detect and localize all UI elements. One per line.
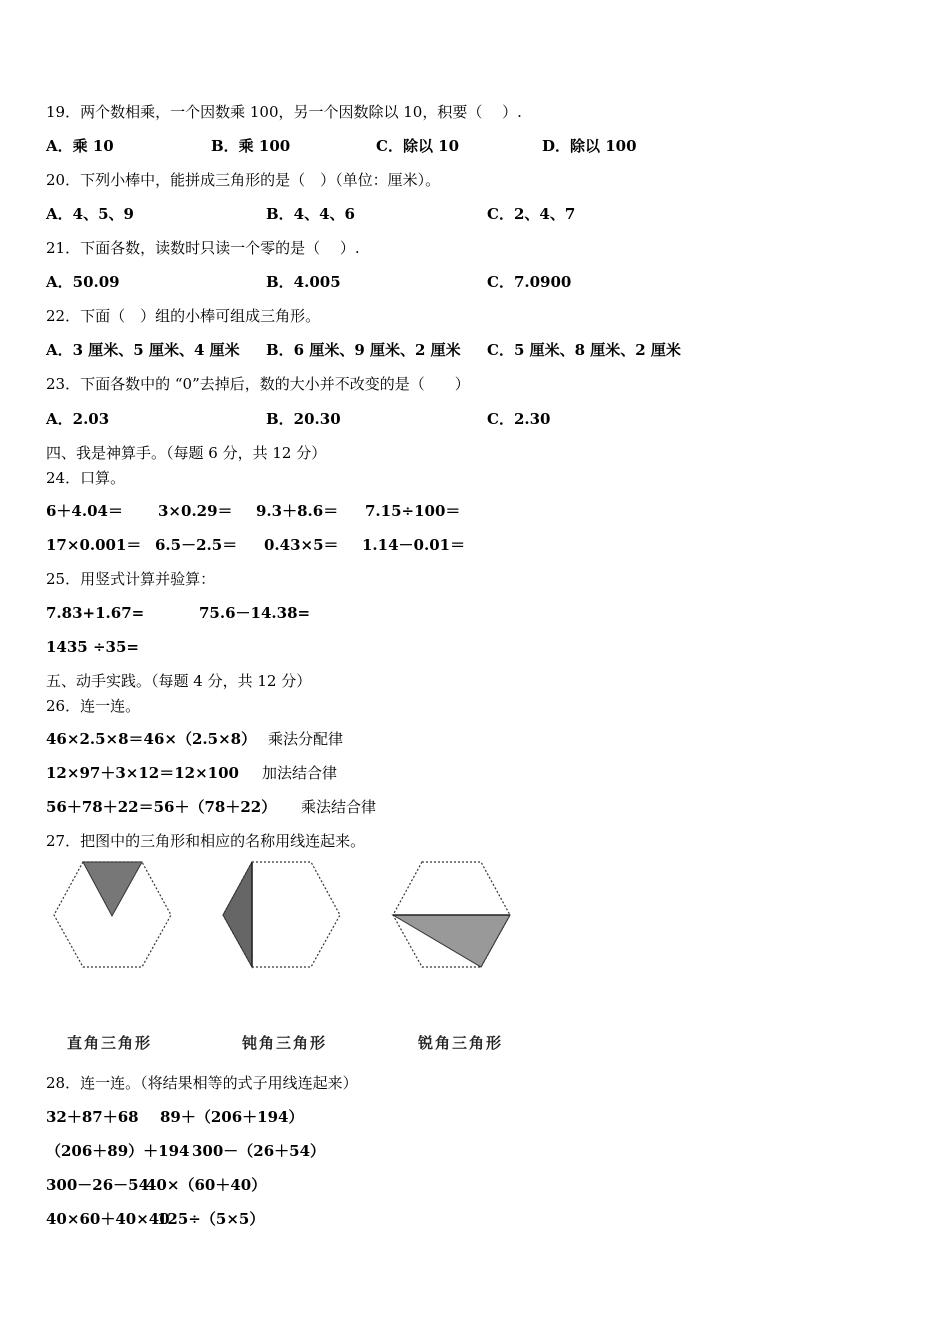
question-23-stem: 23．下面各数中的 “0”去掉后，数的大小并不改变的是（ ） (46, 375, 470, 393)
question-22-stem: 22．下面（ ）组的小棒可组成三角形。 (46, 307, 321, 325)
q20-option-a[interactable]: A．4、5、9 (46, 205, 134, 223)
q24-expr: 6＋4.04＝ (46, 502, 123, 520)
q26-right-law[interactable]: 乘法结合律 (301, 798, 377, 816)
question-28-stem: 28．连一连。（将结果相等的式子用线连起来） (46, 1074, 358, 1092)
label-right-triangle[interactable]: 直角三角形 (67, 1034, 153, 1052)
q19-option-d[interactable]: D．除以 100 (542, 137, 637, 155)
q20-option-b[interactable]: B．4、4、6 (266, 205, 355, 223)
question-21-stem: 21．下面各数，读数时只读一个零的是（ ）. (46, 239, 360, 257)
section-5-title: 五、动手实践。（每题 4 分，共 12 分） (46, 672, 312, 690)
q28-left-expr[interactable]: 300－26－54 (46, 1176, 150, 1194)
hexagon-figure-3 (389, 858, 515, 972)
q22-option-b[interactable]: B．6 厘米、9 厘米、2 厘米 (266, 341, 461, 359)
q25-expr: 1435 ÷35= (46, 638, 139, 656)
q25-expr: 75.6－14.38= (199, 604, 311, 622)
q19-option-a[interactable]: A．乘 10 (46, 137, 114, 155)
q24-expr: 7.15÷100＝ (365, 502, 461, 520)
q24-expr: 6.5－2.5＝ (155, 536, 238, 554)
q24-expr: 0.43×5＝ (264, 536, 339, 554)
question-27-stem: 27．把图中的三角形和相应的名称用线连起来。 (46, 832, 366, 850)
q21-option-b[interactable]: B．4.005 (266, 273, 341, 291)
q28-left-expr[interactable]: （206＋89）＋194 (46, 1142, 190, 1160)
question-19-stem: 19．两个数相乘，一个因数乘 100，另一个因数除以 10，积要（ ）. (46, 103, 522, 121)
q19-option-c[interactable]: C．除以 10 (376, 137, 460, 155)
label-obtuse-triangle[interactable]: 钝角三角形 (242, 1034, 328, 1052)
q26-left-expr[interactable]: 46×2.5×8＝46×（2.5×8） (46, 730, 257, 748)
q21-option-a[interactable]: A．50.09 (46, 273, 120, 291)
q22-option-a[interactable]: A．3 厘米、5 厘米、4 厘米 (46, 341, 240, 359)
q28-right-expr[interactable]: 125÷（5×5） (157, 1210, 265, 1228)
q23-option-a[interactable]: A．2.03 (46, 410, 110, 428)
q23-option-c[interactable]: C．2.30 (487, 410, 551, 428)
label-acute-triangle[interactable]: 锐角三角形 (418, 1034, 504, 1052)
hexagon-figure-2 (219, 858, 345, 972)
q26-left-expr[interactable]: 56＋78＋22＝56＋（78＋22） (46, 798, 277, 816)
q28-left-expr[interactable]: 32＋87＋68 (46, 1108, 139, 1126)
question-25-stem: 25．用竖式计算并验算： (46, 570, 216, 588)
q19-option-b[interactable]: B．乘 100 (211, 137, 291, 155)
section-4-title: 四、我是神算手。（每题 6 分，共 12 分） (46, 444, 327, 462)
q28-right-expr[interactable]: 89＋（206＋194） (160, 1108, 304, 1126)
question-20-stem: 20．下列小棒中，能拼成三角形的是（ ）（单位：厘米）。 (46, 171, 441, 189)
q26-left-expr[interactable]: 12×97＋3×12＝12×100 (46, 764, 239, 782)
q28-left-expr[interactable]: 40×60＋40×40 (46, 1210, 170, 1228)
q24-expr: 17×0.001＝ (46, 536, 142, 554)
q22-option-c[interactable]: C．5 厘米、8 厘米、2 厘米 (487, 341, 681, 359)
q28-right-expr[interactable]: 40×（60＋40） (146, 1176, 267, 1194)
q26-right-law[interactable]: 乘法分配律 (268, 730, 344, 748)
q24-expr: 9.3＋8.6＝ (256, 502, 339, 520)
question-24-stem: 24．口算。 (46, 469, 126, 487)
hexagon-figure-1 (50, 858, 176, 972)
q25-expr: 7.83+1.67= (46, 604, 145, 622)
q24-expr: 1.14－0.01＝ (362, 536, 466, 554)
q20-option-c[interactable]: C．2、4、7 (487, 205, 576, 223)
question-26-stem: 26．连一连。 (46, 697, 141, 715)
q28-right-expr[interactable]: 300－（26＋54） (192, 1142, 326, 1160)
q26-right-law[interactable]: 加法结合律 (262, 764, 338, 782)
q21-option-c[interactable]: C．7.0900 (487, 273, 572, 291)
q23-option-b[interactable]: B．20.30 (266, 410, 341, 428)
q24-expr: 3×0.29＝ (158, 502, 233, 520)
